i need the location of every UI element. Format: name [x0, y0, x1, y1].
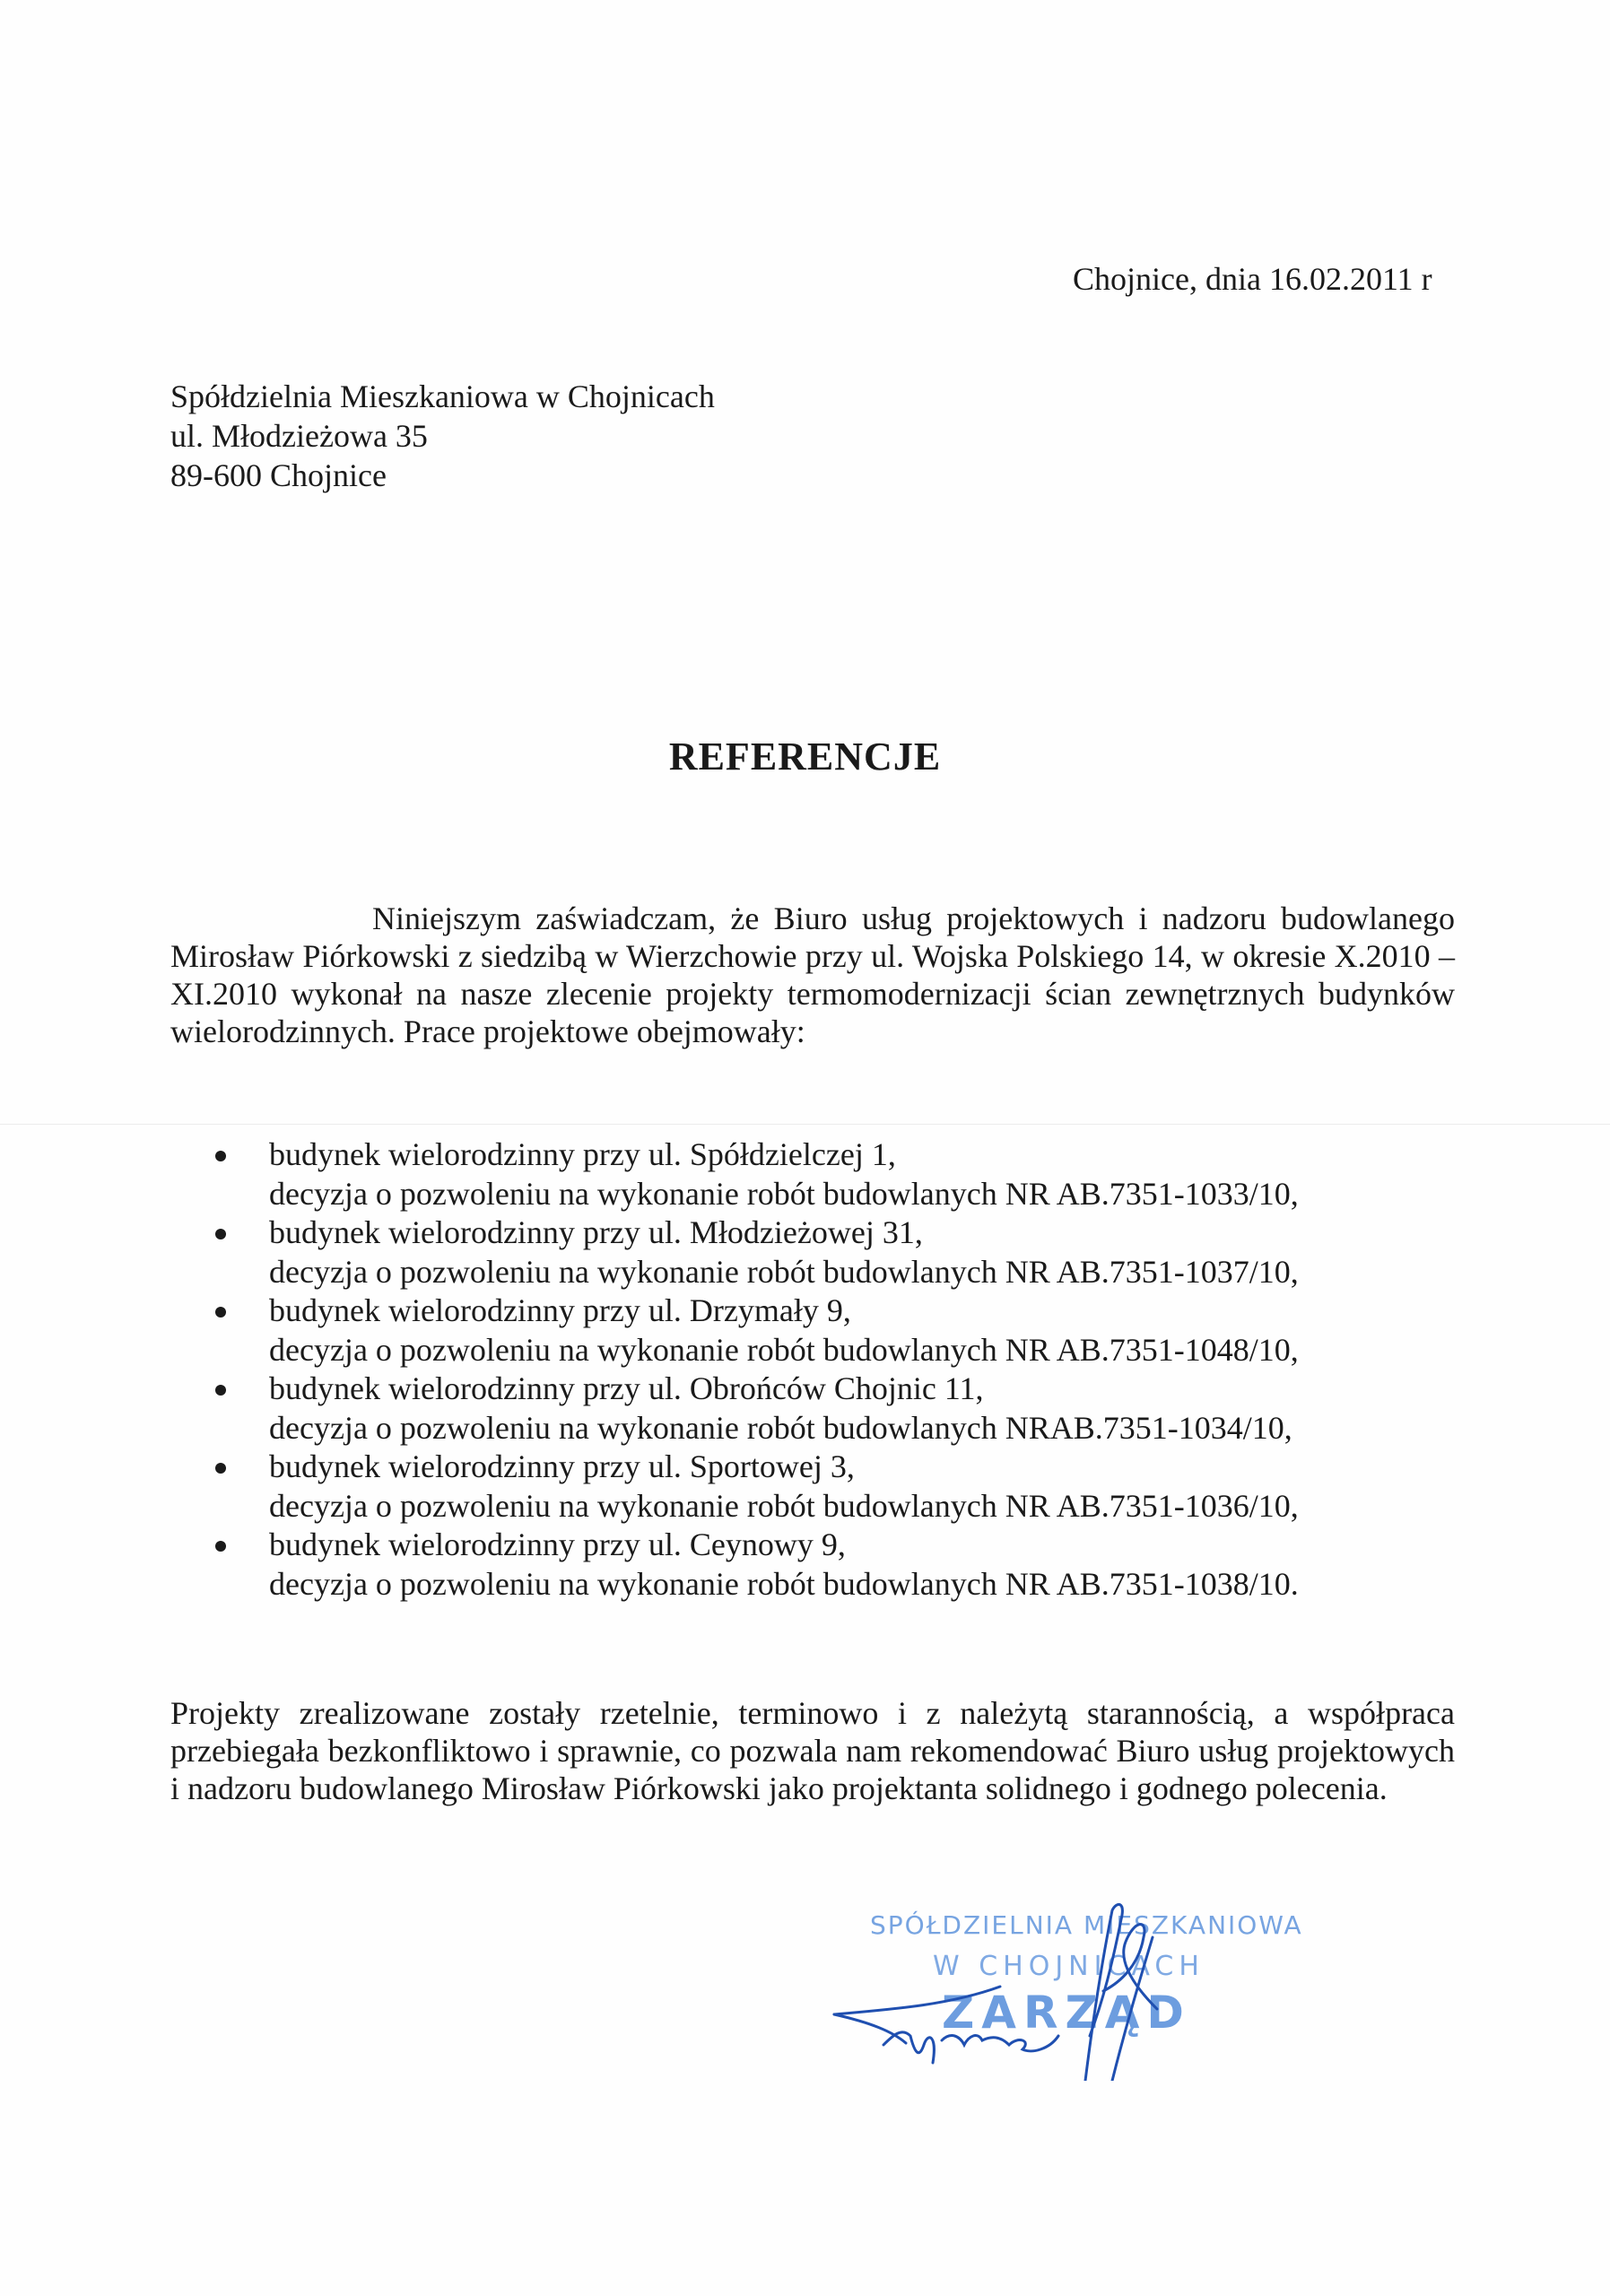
building-address: budynek wielorodzinny przy ul. Obrońców Chojnic 11, — [269, 1370, 984, 1406]
list-item — [206, 1135, 1444, 1213]
building-address: budynek wielorodzinny przy ul. Ceynowy 9, — [269, 1526, 846, 1562]
signature-stroke — [834, 1987, 1000, 2014]
document-title: REFERENCJE — [668, 735, 942, 778]
permit-decision: decyzja o pozwoleniu na wykonanie robót budowlanych NR AB.7351-1048/10, — [269, 1331, 1299, 1368]
permit-decision: decyzja o pozwoleniu na wykonanie robót budowlanych NRAB.7351-1034/10, — [269, 1409, 1292, 1446]
bullet-icon — [215, 1151, 226, 1161]
list-item — [206, 1213, 1444, 1292]
buildings-list — [206, 1135, 1444, 1604]
bullet-icon — [215, 1541, 226, 1552]
list-item — [206, 1448, 1444, 1526]
stamp-line-2: W CHOJNICACH — [933, 1951, 1205, 1982]
signature-stroke — [834, 2014, 906, 2043]
recipient-street: ul. Młodzieżowa 35 — [170, 418, 428, 454]
permit-decision: decyzja o pozwoleniu na wykonanie robót budowlanych NR AB.7351-1033/10, — [269, 1175, 1299, 1212]
bullet-icon — [215, 1463, 226, 1474]
recipient-name: Spółdzielnia Mieszkaniowa w Chojnicach — [170, 378, 715, 414]
building-address: budynek wielorodzinny przy ul. Spółdzielczej 1, — [269, 1136, 896, 1172]
permit-decision: decyzja o pozwoleniu na wykonanie robót budowlanych NR AB.7351-1037/10, — [269, 1253, 1299, 1290]
date-line: Chojnice, dnia 16.02.2011 r — [1073, 261, 1432, 297]
building-address: budynek wielorodzinny przy ul. Młodzieżowej 31, — [269, 1214, 923, 1250]
signature-stroke — [1112, 1937, 1153, 2081]
signature-stroke — [942, 2036, 1058, 2051]
scan-fold-line — [0, 1124, 1610, 1125]
building-address: budynek wielorodzinny przy ul. Drzymały 9, — [269, 1292, 851, 1328]
permit-decision: decyzja o pozwoleniu na wykonanie robót budowlanych NR AB.7351-1038/10. — [269, 1565, 1299, 1602]
intro-paragraph — [170, 900, 1455, 1050]
recipient-address — [170, 377, 715, 495]
company-stamp — [816, 1901, 1303, 2081]
closing-paragraph: Projekty zrealizowane zostały rzetelnie, terminowo i z należytą starannością, a współpraca przebiegała bezkonfliktowo i sprawnie, co pozwala nam rekomendować Biuro usług projektowych i nadzoru budowlanego Mirosław Piórkowski jako projektanta solidnego i godnego polecenia. — [170, 1695, 1455, 1806]
bullet-icon — [215, 1229, 226, 1239]
list-item — [206, 1292, 1444, 1370]
stamp-line-1: SPÓŁDZIELNIA MIESZKANIOWA — [870, 1910, 1303, 1940]
handwritten-signature — [816, 1901, 1256, 2081]
stamp-line-3: ZARZĄD — [942, 1987, 1191, 2039]
bullet-icon — [215, 1385, 226, 1396]
recipient-city: 89-600 Chojnice — [170, 457, 387, 493]
building-address: budynek wielorodzinny przy ul. Sportowej 3, — [269, 1448, 855, 1484]
list-item — [206, 1526, 1444, 1604]
intro-text: Niniejszym zaświadczam, że Biuro usług projektowych i nadzoru budowlanego Mirosław Piórkowski z siedzibą w Wierzchowie przy ul. Wojska Polskiego 14, w okresie X.2010 – XI.2010 wykonał na nasze zlecenie projekty termomodernizacji ścian zewnętrznych budynków wielorodzinnych. Prace projektowe obejmowały: — [170, 900, 1455, 1049]
list-item — [206, 1370, 1444, 1448]
signature-stroke — [1085, 1904, 1122, 2081]
permit-decision: decyzja o pozwoleniu na wykonanie robót budowlanych NR AB.7351-1036/10, — [269, 1487, 1299, 1524]
bullet-icon — [215, 1307, 226, 1318]
signature-stroke — [883, 2032, 934, 2063]
